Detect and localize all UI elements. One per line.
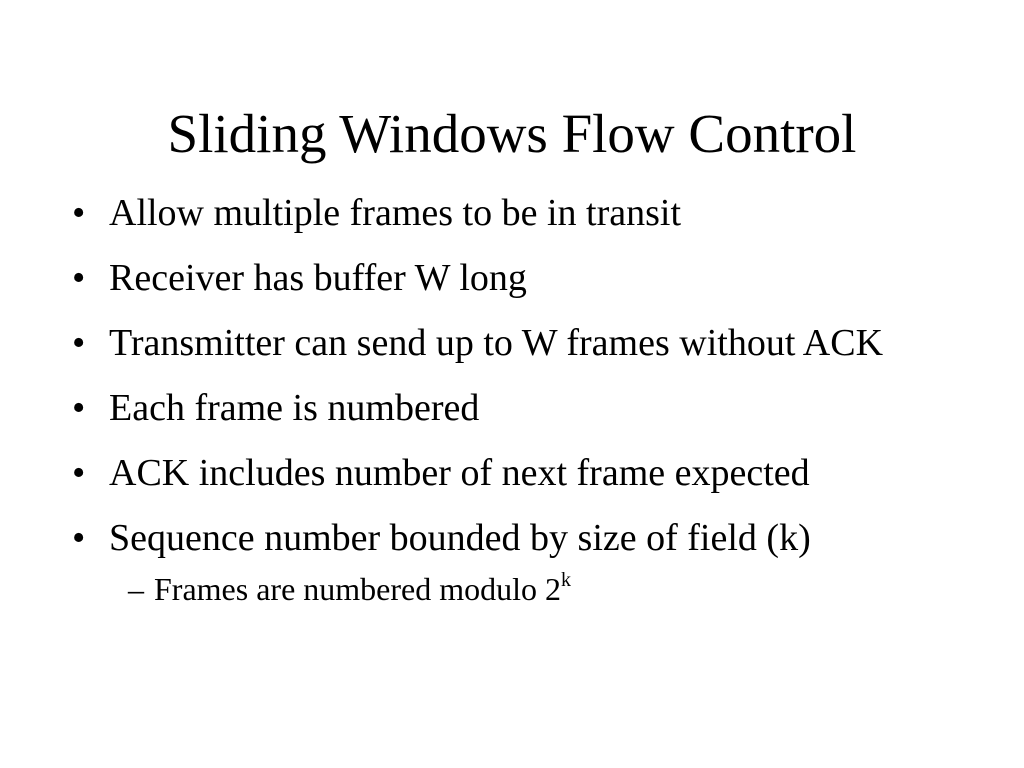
sub-bullet-marker: – — [128, 571, 144, 607]
sub-bullet-text: Frames are numbered modulo 2 — [154, 571, 561, 607]
bullet-marker: • — [72, 257, 86, 299]
bullet-text: Receiver has buffer W long — [109, 257, 527, 299]
bullet-item — [72, 186, 972, 240]
sub-bullet-item — [72, 569, 972, 609]
bullet-item — [72, 251, 972, 305]
bullet-text: Transmitter can send up to W frames without ACK — [109, 322, 884, 364]
bullet-item — [72, 511, 972, 565]
slide-title: Sliding Windows Flow Control — [167, 103, 857, 164]
bullet-text: Each frame is numbered — [109, 387, 480, 429]
bullet-marker: • — [72, 387, 86, 429]
bullet-marker: • — [72, 517, 86, 559]
superscript: k — [561, 569, 571, 591]
bullet-text: ACK includes number of next frame expected — [109, 452, 810, 494]
bullet-item — [72, 446, 972, 500]
bullet-marker: • — [72, 322, 86, 364]
bullet-item — [72, 316, 972, 370]
bullet-marker: • — [72, 452, 86, 494]
bullet-item — [72, 381, 972, 435]
bullet-list — [72, 186, 972, 609]
bullet-text: Sequence number bounded by size of field (k) — [109, 517, 811, 559]
bullet-text: Allow multiple frames to be in transit — [109, 192, 682, 234]
bullet-marker: • — [72, 192, 86, 234]
